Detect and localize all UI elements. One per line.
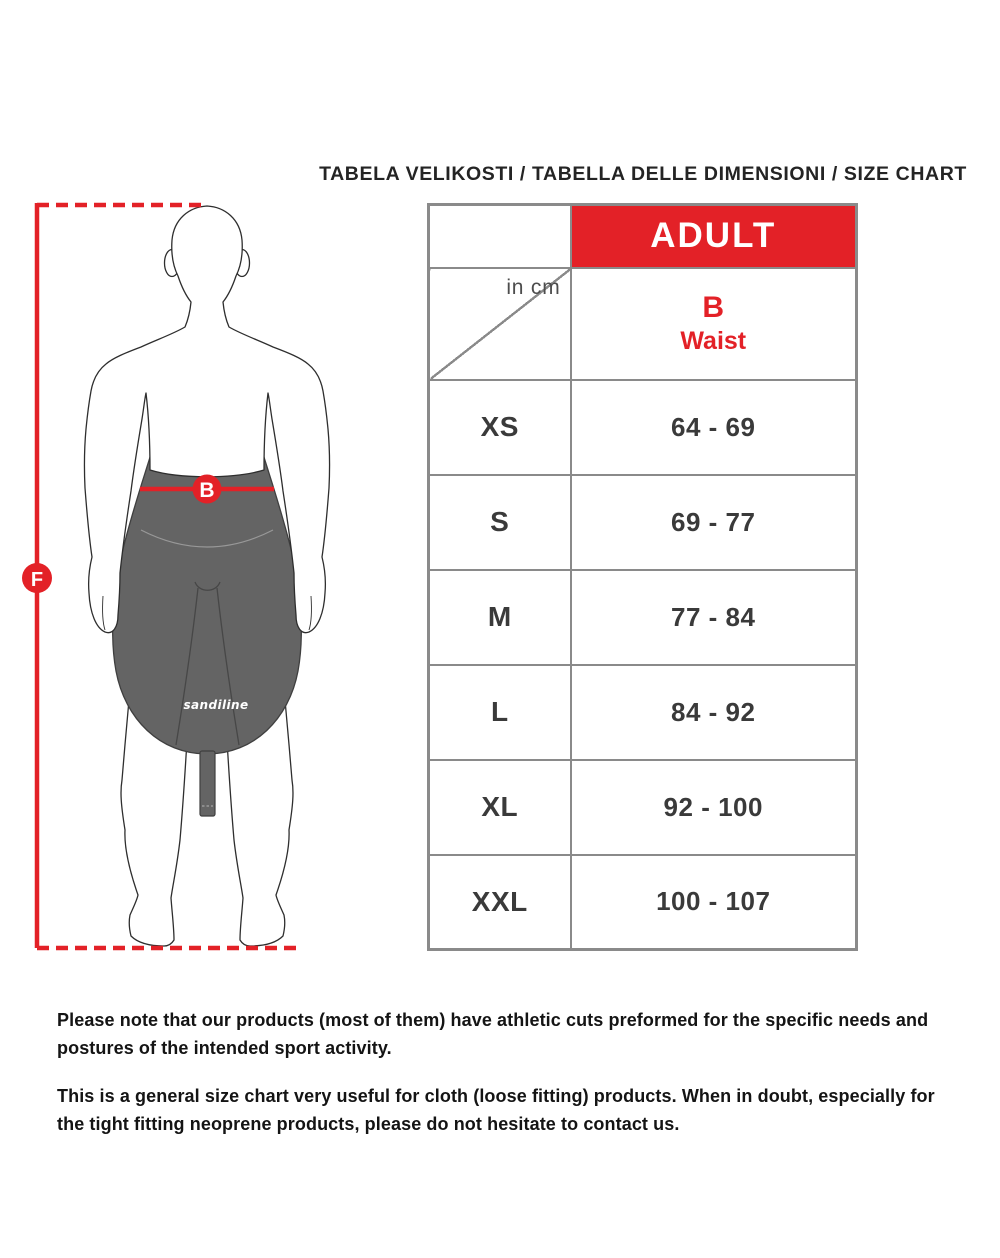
brand-logo: sandiline (183, 698, 249, 712)
size-range: 69 - 77 (571, 475, 857, 570)
marker-b-label: B (199, 479, 215, 502)
size-label: S (429, 475, 571, 570)
table-row (429, 475, 857, 570)
size-range: 84 - 92 (571, 665, 857, 760)
table-header-row (429, 205, 857, 268)
size-label: XS (429, 380, 571, 475)
table-row (429, 760, 857, 855)
size-range: 77 - 84 (571, 570, 857, 665)
body-measurement-figure (0, 0, 360, 1000)
size-label: L (429, 665, 571, 760)
unit-cell (429, 268, 571, 380)
size-range: 100 - 107 (571, 855, 857, 950)
marker-b (193, 475, 222, 504)
table-measure-row (429, 268, 857, 380)
page-title: TABELA VELIKOSTI / TABELLA DELLE DIMENSIONI / SIZE CHART (319, 163, 967, 185)
table-row (429, 665, 857, 760)
measure-code: B (702, 291, 725, 325)
note-paragraph-1: Please note that our products (most of them) have athletic cuts preformed for the specific needs and postures of the intended sport activity. (57, 1010, 929, 1058)
size-range: 92 - 100 (571, 760, 857, 855)
measure-name: Waist (680, 326, 747, 355)
unit-label: in cm (506, 275, 561, 299)
marker-f-label: F (30, 569, 44, 591)
table-row (429, 855, 857, 950)
size-label: XXL (429, 855, 571, 950)
marker-f (22, 563, 52, 593)
size-label: M (429, 570, 571, 665)
size-label: XL (429, 760, 571, 855)
size-range: 64 - 69 (571, 380, 857, 475)
notes (57, 1006, 957, 1158)
note-paragraph-2: This is a general size chart very useful for cloth (loose fitting) products. When in doubt, especially for the tight fitting neoprene products, please do not hesitate to contact us. (57, 1086, 935, 1134)
measure-header-cell (571, 268, 857, 380)
table-corner-cell (429, 205, 571, 268)
adult-header-cell: ADULT (571, 205, 857, 268)
size-table (427, 203, 858, 951)
table-row (429, 380, 857, 475)
table-row (429, 570, 857, 665)
